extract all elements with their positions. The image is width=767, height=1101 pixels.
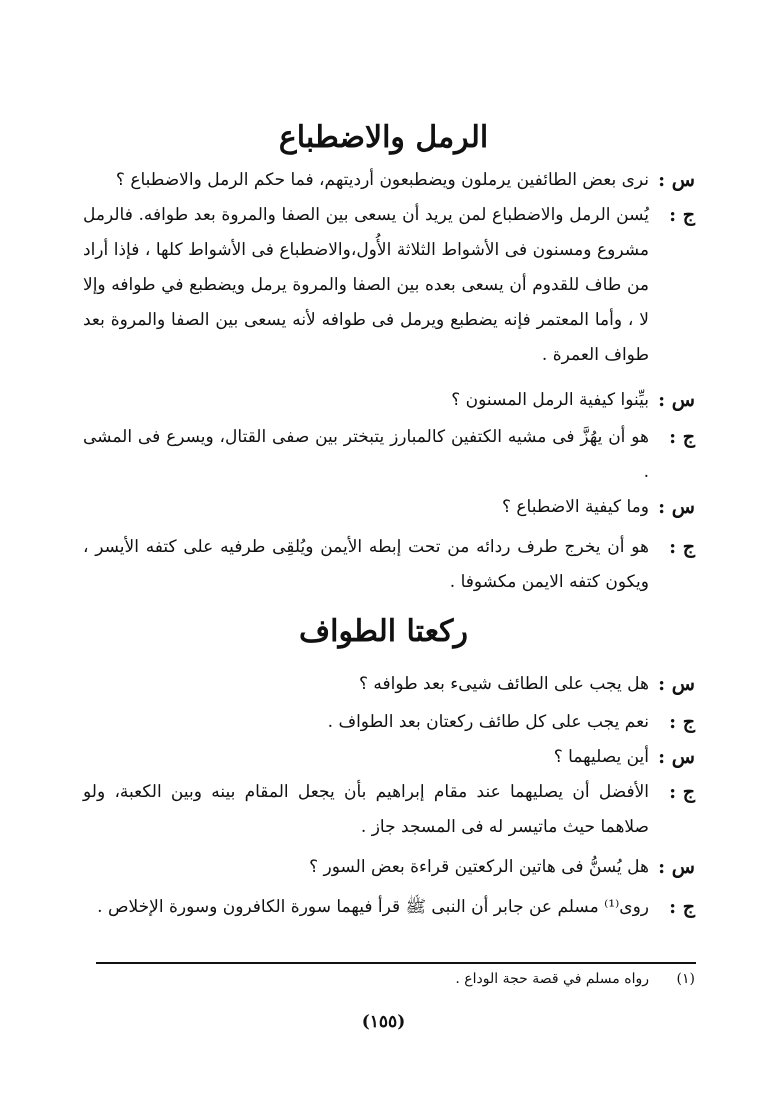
section-title-tawaf-rakats: ركعتا الطواف [299, 614, 468, 649]
question-marker: س : [658, 856, 695, 878]
answer-where-pray [83, 775, 695, 845]
question-idtiba-manner [83, 490, 695, 525]
answer-marker: ج : [669, 204, 695, 226]
answer-marker: ج : [669, 781, 695, 803]
question-ramal-manner [83, 383, 695, 418]
question-where-pray [83, 740, 695, 775]
question-text: بيِّنوا كيفية الرمل المسنون ؟ [451, 390, 649, 410]
answer-after-tawaf [83, 705, 695, 740]
answer-text: روى⁽¹⁾ مسلم عن جابر أن النبى ﷺ قرأ فيهما سورة الكافرون وسورة الإخلاص . [97, 897, 649, 917]
question-ramal-ruling [83, 163, 695, 198]
answer-text: يُسن الرمل والاضطباع لمن يريد أن يسعى بين الصفا والمروة بعد طوافه. فالرمل مشروع ومسنون فى الأشواط الثلاثة الأُول،والاضطباع فى الأشواط كلها ، فإذا أراد من طاف للقدوم أن يسعى بعده بين الصفا والمروة يرمل ويضطبع في طوافه وإلا لا ، وأما المعتمر فإنه يضطبع ويرمل فى طوافه لأنه يسعى بين الصفا والمروة بعد طواف العمرة . [83, 205, 649, 365]
answer-text: الأفضل أن يصليهما عند مقام إبراهيم بأن يجعل المقام بينه وبين الكعبة، ولو صلاهما حيث ماتيسر له فى المسجد جاز . [83, 782, 649, 837]
answer-text: هو أن يهُزَّ فى مشيه الكتفين كالمبارز يتبختر بين صفى القتال، ويسرع فى المشى . [83, 427, 649, 482]
question-marker: س : [658, 389, 695, 411]
section-title-ramal: الرمل والاضطباع [278, 120, 489, 155]
answer-ramal-manner [83, 420, 695, 490]
footnote-number: (١) [676, 971, 695, 987]
question-marker: س : [658, 169, 695, 191]
question-text: وما كيفية الاضطباع ؟ [501, 497, 649, 517]
page-number: (١٥٥) [361, 1012, 406, 1032]
footnote-divider [96, 962, 696, 964]
question-marker: س : [658, 673, 695, 695]
question-text: أين يصليهما ؟ [553, 747, 649, 767]
question-text: هل يجب على الطائف شيىء بعد طوافه ؟ [358, 674, 649, 694]
answer-surah-recitation [83, 890, 695, 925]
answer-marker: ج : [669, 711, 695, 733]
answer-marker: ج : [669, 536, 695, 558]
answer-text: هو أن يخرج طرف ردائه من تحت إبطه الأيمن ويُلقِى طرفيه على كتفه الأيسر ، ويكون كتفه الايمن مكشوفا . [83, 537, 649, 592]
answer-text: نعم يجب على كل طائف ركعتان بعد الطواف . [327, 712, 649, 732]
question-marker: س : [658, 496, 695, 518]
answer-marker: ج : [669, 426, 695, 448]
question-surah-recitation [83, 850, 695, 885]
answer-idtiba-manner [83, 530, 695, 600]
question-text: هل يُسنُّ فى هاتين الركعتين قراءة بعض السور ؟ [309, 857, 649, 877]
question-after-tawaf [83, 667, 695, 702]
footnote-text: رواه مسلم في قصة حجة الوداع . [455, 971, 649, 987]
answer-marker: ج : [669, 896, 695, 918]
question-marker: س : [658, 746, 695, 768]
footnote [83, 968, 695, 990]
question-text: نرى بعض الطائفين يرملون ويضطبعون أرديتهم، فما حكم الرمل والاضطباع ؟ [115, 170, 649, 190]
answer-ramal-ruling [83, 198, 695, 373]
